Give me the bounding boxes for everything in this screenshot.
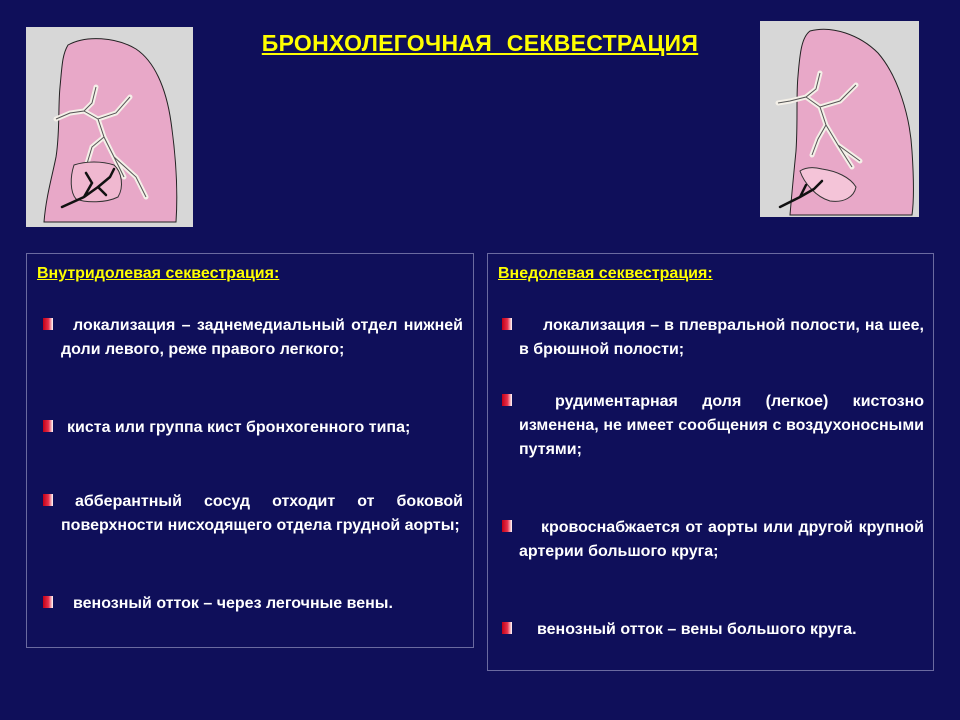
bullet-icon [43, 596, 53, 608]
extralobar-item-blood-supply: кровоснабжается от аорты или другой крупной артерии большого круга; [519, 519, 924, 560]
intralobar-item-location: локализация – заднемедиальный отдел нижней доли левого, реже правого легкого; [61, 317, 463, 358]
bullet-icon [502, 520, 512, 532]
slide-title: БРОНХОЛЕГОЧНАЯ СЕКВЕСТРАЦИЯ [261, 30, 699, 56]
bullet-icon [502, 318, 512, 330]
bullet-icon [43, 494, 53, 506]
bullet-icon [43, 318, 53, 330]
intralobar-panel [26, 253, 474, 648]
extralobar-panel [487, 253, 934, 671]
bullet-icon [43, 420, 53, 432]
extralobar-heading: Внедолевая секвестрация: [498, 265, 713, 282]
extralobar-item-rudimentary: рудиментарная доля (легкое) кистозно изменена, не имеет сообщения с воздухоносными путями; [519, 393, 924, 458]
extralobar-item-venous: венозный отток – вены большого круга. [537, 621, 857, 638]
intralobar-lung-illustration [26, 27, 193, 227]
bullet-icon [502, 622, 512, 634]
extralobar-item-location: локализация – в плевральной полости, на шее, в брюшной полости; [519, 317, 924, 358]
bullet-icon [502, 394, 512, 406]
intralobar-item-vessel: абберантный сосуд отходит от боковой поверхности нисходящего отдела грудной аорты; [61, 493, 463, 534]
intralobar-item-venous: венозный отток – через легочные вены. [73, 595, 393, 612]
intralobar-item-cyst: киста или группа кист бронхогенного типа; [67, 419, 411, 436]
intralobar-heading: Внутридолевая секвестрация: [37, 265, 280, 282]
extralobar-lung-illustration [760, 21, 919, 217]
